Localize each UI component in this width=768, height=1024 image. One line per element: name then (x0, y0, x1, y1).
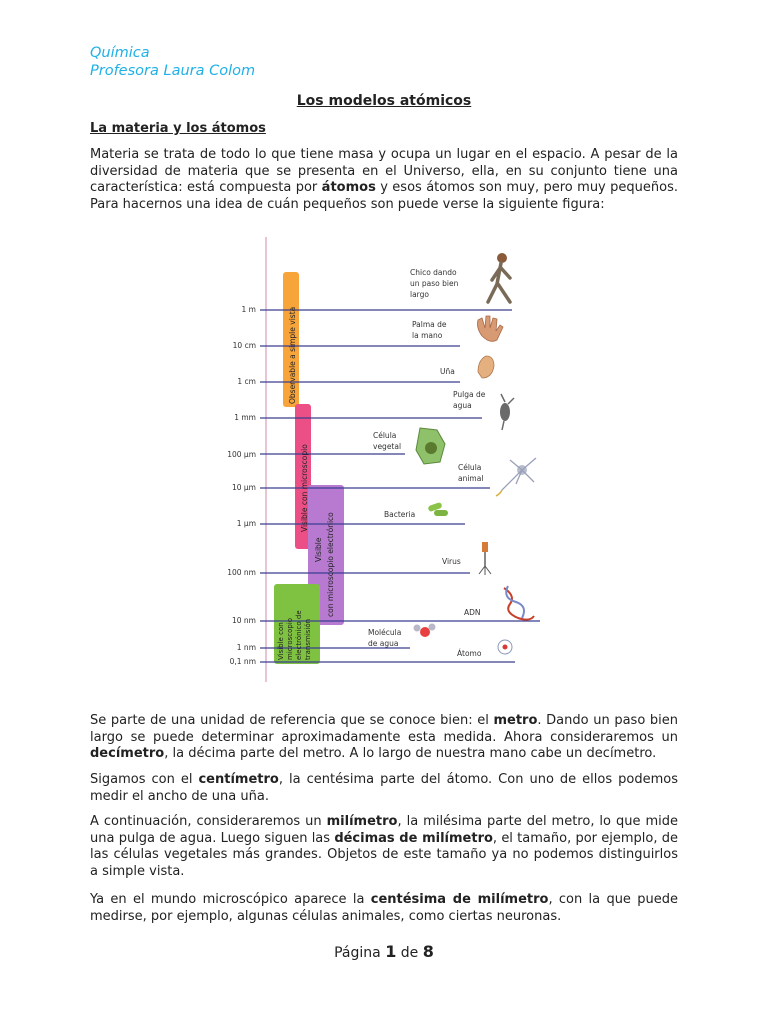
hand-palm-icon (478, 316, 504, 341)
label-bacteria: Bacteria (384, 510, 416, 519)
footer-label: Página (334, 945, 381, 961)
scale-label-10cm: 10 cm (232, 341, 256, 350)
footer-total-pages: 8 (422, 942, 434, 961)
virus-icon (479, 542, 491, 575)
scale-label-1nm: 1 nm (236, 643, 256, 652)
band-label-transmission-1: Visible con (277, 622, 285, 660)
scale-label-100um: 100 µm (227, 450, 256, 459)
header-subject: Química (90, 45, 150, 61)
paragraph-5: Ya en el mundo microscópico aparece la centésima de milímetro, con la que puede medirse, por ejemplo, algunas células animales, como ciertas neuronas. (90, 892, 678, 924)
label-boy-1: Chico dando (410, 268, 457, 277)
document-header (90, 44, 255, 80)
label-animal-cell-1: Célula (458, 463, 482, 472)
label-plant-cell-2: vegetal (373, 442, 402, 451)
band-label-naked-eye: Observable a simple vista (288, 306, 297, 404)
scale-label-1cm: 1 cm (237, 377, 256, 386)
label-flea-2: agua (453, 401, 472, 410)
label-hand-1: Palma de (412, 320, 447, 329)
scale-label-100nm: 100 nm (227, 568, 256, 577)
band-label-electron-1: Visible (314, 537, 323, 562)
label-water-1: Molécula (368, 628, 402, 637)
label-hand-2: la mano (412, 331, 443, 340)
label-atom: Átomo (457, 649, 482, 658)
label-boy-3: largo (410, 290, 429, 299)
label-nail: Uña (440, 367, 455, 376)
fingernail-icon (478, 356, 494, 378)
label-dna: ADN (464, 608, 481, 617)
scale-label-1m: 1 m (241, 305, 256, 314)
page-title: Los modelos atómicos (296, 93, 472, 109)
water-flea-icon (500, 394, 514, 430)
band-label-transmission-4: transmisión (304, 618, 312, 660)
paragraph-3: Sigamos con el centímetro, la centésima parte del átomo. Con uno de ellos podemos medir el ancho de una uña. (90, 772, 678, 804)
paragraph-4: A continuación, consideraremos un milímetro, la milésima parte del metro, lo que mide una pulga de agua. Luego siguen las décimas de milímetro, el tamaño, por ejemplo, de las células vegetales más grandes. Objetos de este tamaño ya no podemos distinguirlos a simple vista. (90, 814, 678, 879)
scale-figure (220, 232, 545, 687)
scale-label-10um: 10 µm (231, 483, 256, 492)
band-label-transmission-3: electrónico de (295, 610, 303, 660)
dna-icon (504, 586, 534, 620)
paragraph-1: Materia se trata de todo lo que tiene masa y ocupa un lugar en el espacio. A pesar de la diversidad de materia que se presenta en el Universo, ella, en su conjunto tiene una característica: está compuesta por átomos y esos átomos son muy, pero muy pequeños. Para hacernos una idea de cuán pequeños son puede verse la siguiente figura: (90, 147, 678, 212)
water-molecule-icon (414, 624, 436, 638)
animal-cell-icon (496, 458, 536, 496)
scale-label-01nm: 0,1 nm (229, 657, 256, 666)
boy-walking-icon (488, 253, 510, 302)
label-boy-2: un paso bien (410, 279, 459, 288)
label-plant-cell-1: Célula (373, 431, 397, 440)
paragraph-2: Se parte de una unidad de referencia que se conoce bien: el metro. Dando un paso bien largo se puede determinar aproximadamente esta medida. Ahora consideraremos un decímetro, la décima parte del metro. A lo largo de nuestra mano cabe un decímetro. (90, 713, 679, 761)
scale-label-1um: 1 µm (236, 519, 256, 528)
scale-label-10nm: 10 nm (232, 616, 256, 625)
plant-cell-icon (416, 428, 445, 464)
band-label-transmission-2: microscopio (286, 617, 294, 660)
footer-of: de (400, 945, 419, 961)
label-flea-1: Pulga de (453, 390, 486, 399)
header-teacher: Profesora Laura Colom (90, 63, 256, 79)
label-water-2: de agua (368, 639, 399, 648)
band-label-electron-2: con microscopio electrónico (326, 512, 335, 617)
page-footer (0, 942, 768, 961)
label-animal-cell-2: animal (458, 474, 484, 483)
atom-icon (498, 640, 512, 654)
bacteria-icon (427, 502, 448, 516)
section-subtitle: La materia y los átomos (90, 121, 266, 136)
band-label-microscope: Visible con microscopio (300, 444, 309, 532)
footer-current-page: 1 (385, 942, 397, 961)
label-virus: Virus (442, 557, 461, 566)
scale-label-1mm: 1 mm (234, 413, 256, 422)
